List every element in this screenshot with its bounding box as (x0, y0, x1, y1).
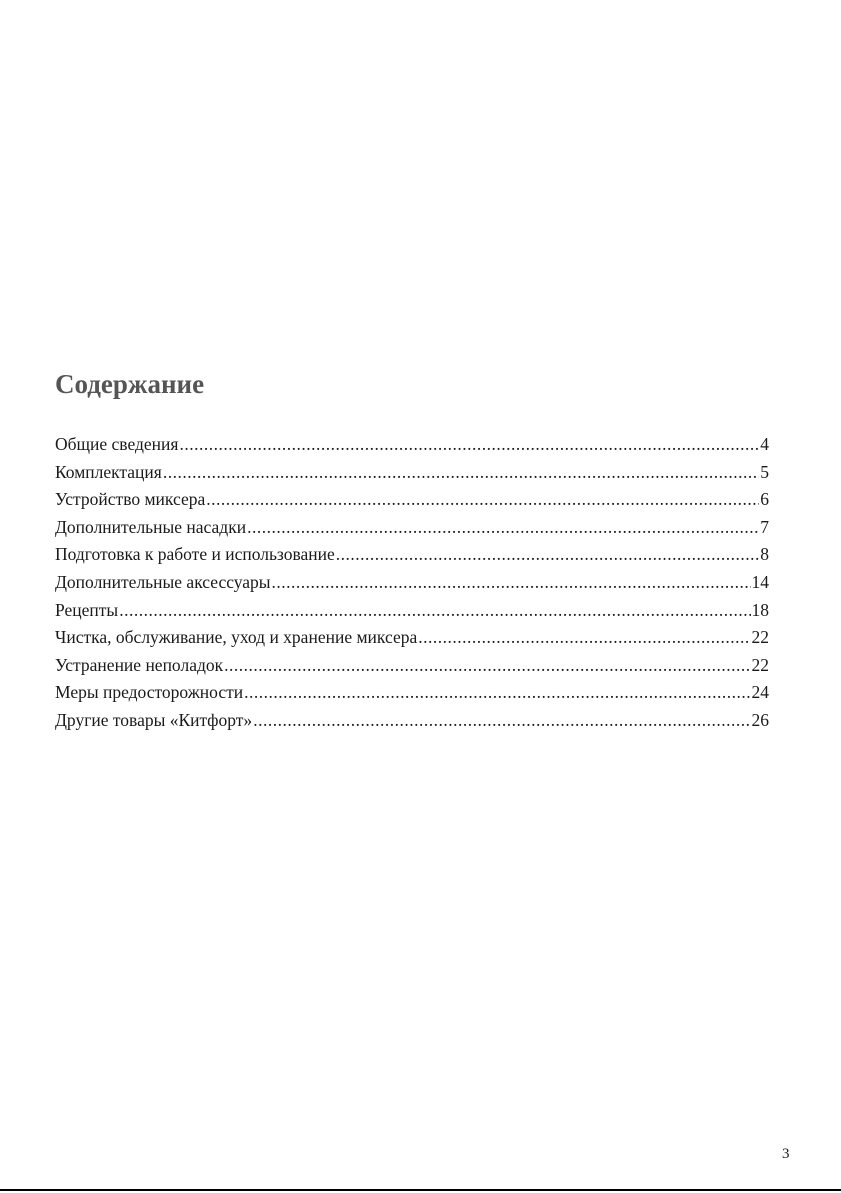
toc-entry-label: Комплектация (55, 461, 162, 482)
toc-entry (55, 432, 769, 460)
table-of-contents (55, 432, 769, 736)
toc-entry-label: Подготовка к работе и использование (55, 544, 335, 565)
toc-entry-page: 6 (760, 489, 769, 510)
toc-entry-label: Рецепты (55, 599, 119, 620)
toc-entry-page: 5 (760, 461, 769, 482)
toc-dot-leader (418, 625, 750, 649)
toc-entry (55, 708, 769, 736)
toc-dot-leader (119, 598, 750, 622)
toc-entry (55, 542, 769, 570)
toc-dot-leader (179, 432, 759, 456)
toc-entry-page: 22 (751, 654, 769, 675)
toc-entry-page: 26 (751, 709, 769, 730)
toc-entry-page: 24 (751, 682, 769, 703)
toc-entry-label: Меры предосторожности (55, 682, 244, 703)
toc-entry-page: 14 (751, 571, 769, 592)
toc-dot-leader (224, 653, 750, 677)
page-number: 3 (782, 1146, 790, 1162)
toc-dot-leader (247, 515, 759, 539)
toc-entry-label: Чистка, обслуживание, уход и хранение миксера (55, 627, 418, 648)
toc-entry-label: Дополнительные насадки (55, 516, 247, 537)
toc-dot-leader (336, 542, 759, 566)
toc-entry (55, 680, 769, 708)
toc-entry-label: Дополнительные аксессуары (55, 571, 271, 592)
toc-dot-leader (253, 708, 750, 732)
page-title: Содержание (55, 369, 205, 399)
toc-dot-leader (163, 460, 759, 484)
toc-entry-page: 4 (760, 434, 769, 454)
toc-entry-page: 7 (760, 516, 769, 537)
toc-entry-label: Устранение неполадок (55, 654, 224, 675)
toc-entry-page: 22 (751, 627, 769, 648)
toc-entry (55, 515, 769, 543)
toc-dot-leader (244, 680, 750, 704)
toc-entry-label: Общие сведения (55, 434, 179, 454)
toc-dot-leader (272, 570, 751, 594)
toc-entry (55, 460, 769, 488)
toc-entry (55, 653, 769, 681)
toc-entry-label: Другие товары «Китфорт» (55, 709, 253, 730)
toc-entry-page: 18 (751, 599, 769, 620)
toc-entry (55, 598, 769, 626)
toc-entry (55, 625, 769, 653)
toc-entry (55, 487, 769, 515)
toc-dot-leader (206, 487, 759, 511)
toc-entry-page: 8 (760, 544, 769, 565)
toc-entry (55, 570, 769, 598)
toc-entry-label: Устройство миксера (55, 489, 206, 510)
bottom-divider (0, 1189, 841, 1191)
